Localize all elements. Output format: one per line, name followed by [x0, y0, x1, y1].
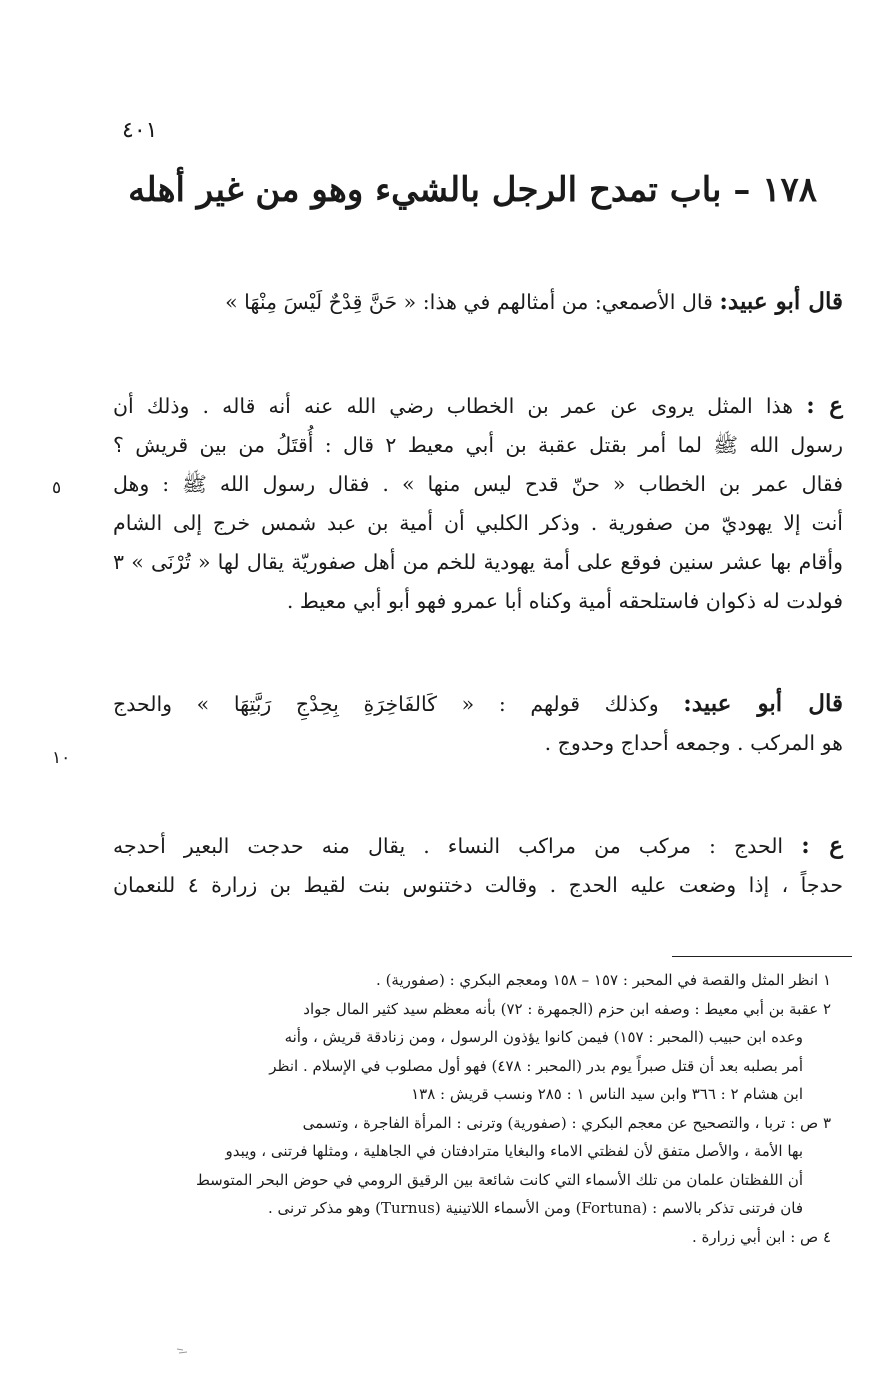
- paragraph-line: قال أبو عبيد: قال الأصمعي: من أمثالهم في هذا: « حَنَّ قِدْحٌ لَيْسَ مِنْهَا »: [225, 288, 843, 315]
- paragraph-3: [113, 684, 843, 763]
- footnote-line: ١ انظر المثل والقصة في المحبر : ١٥٧ – ١٥٨ ومعجم البكري : (صفورية) .: [376, 971, 831, 989]
- footnote-line: ابن هشام ٢ : ٣٦٦ وابن سيد الناس ١ : ٢٨٥ ونسب قريش : ١٣٨: [411, 1085, 803, 1103]
- chapter-title: ١٧٨ – باب تمدح الرجل بالشيء وهو من غير أهله: [128, 170, 817, 210]
- paragraph-line: ع : هذا المثل يروى عن عمر بن الخطاب رضي الله عنه أنه قاله . وذلك أن: [113, 392, 843, 419]
- footnote-line: ٤ ص : ابن أبي زرارة .: [692, 1227, 831, 1246]
- paragraph-line: ع : الحدج : مركب من مراكب النساء . يقال منه حدجت البعير أحدجه: [113, 832, 843, 859]
- paragraph-lead: قال أبو عبيد:: [719, 288, 843, 315]
- page-number: ٤٠١: [122, 118, 158, 143]
- margin-line-number: ٥: [52, 478, 62, 498]
- footnote-rule: [672, 956, 852, 957]
- ink-speck: [175, 1346, 193, 1356]
- paragraph-2: [113, 386, 843, 621]
- footnote-line: فان فرتنى تذكر بالاسم : (Fortuna) ومن الأسماء اللاتينية (Turnus) وهو مذكر ترنى .: [267, 1199, 803, 1217]
- paragraph-line: أنت إلا يهوديّ من صفورية . وذكر الكلبي أن أمية بن عبد شمس خرج إلى الشام: [113, 511, 843, 535]
- footnote-line: ٢ عقبة بن أبي معيط : وصفه ابن حزم (الجمهرة : ٧٢) بأنه معظم سيد كثير المال جواد: [303, 999, 831, 1018]
- paragraph-lead: ع :: [806, 392, 843, 419]
- margin-line-number: ١٠: [52, 748, 71, 768]
- paragraph-line: حدجاً ، إذا وضعت عليه الحدج . وقالت دختنوس بنت لقيط بن زرارة ٤ للنعمان: [113, 873, 843, 897]
- paragraph-1: [113, 282, 843, 322]
- paragraph-lead: قال أبو عبيد:: [683, 690, 843, 717]
- paragraph-lead: ع :: [801, 832, 843, 859]
- footnote-line: وعده ابن حبيب (المحبر : ١٥٧) فيمن كانوا يؤذون الرسول ، ومن زنادقة قريش ، وأنه: [284, 1028, 803, 1046]
- footnote-line: أمر بصلبه بعد أن قتل صبراً يوم بدر (المحبر : ٤٧٨) فهو أول مصلوب في الإسلام . انظر: [269, 1056, 803, 1075]
- paragraph-line: رسول الله ﷺ لما أمر بقتل عقبة بن أبي معيط ٢ قال : أُقتَلُ من بين قريش ؟: [113, 433, 843, 457]
- footnote-line: ٣ ص : تربا ، والتصحيح عن معجم البكري : (صفورية) وترنى : المرأة الفاجرة ، وتسمى: [302, 1113, 831, 1132]
- footnote-line: أن اللفظتان علمان من تلك الأسماء التي كانت شائعة بين الرقيق الرومي في حوض البحر المتوسط: [195, 1170, 803, 1189]
- paragraph-line: قال أبو عبيد: وكذلك قولهم : « كَالفَاخِرَةِ بِحِدْجِ رَبَّتِهَا » والحدج: [113, 690, 843, 717]
- paragraph-line: فقال عمر بن الخطاب « حنّ قدح ليس منها » . فقال رسول الله ﷺ : وهل: [113, 472, 843, 496]
- footnote-line: بها الأمة ، والأصل متفق لأن لفظتي الاماء والبغايا مترادفتان في الجاهلية ، ومثلها فرتنى ، ويبدو: [225, 1142, 803, 1160]
- paragraph-line: وأقام بها عشر سنين فوقع على أمة يهودية للخم من أهل صفوريّة يقال لها « تُرْنَى » ٣: [113, 550, 843, 574]
- paragraph-line: فولدت له ذكوان فاستلحقه أمية وكناه أبا عمرو فهو أبو أبي معيط .: [286, 589, 843, 613]
- paragraph-line: هو المركب . وجمعه أحداج وحدوج .: [544, 731, 843, 755]
- paragraph-4: [113, 826, 843, 905]
- footnotes: [119, 966, 831, 1251]
